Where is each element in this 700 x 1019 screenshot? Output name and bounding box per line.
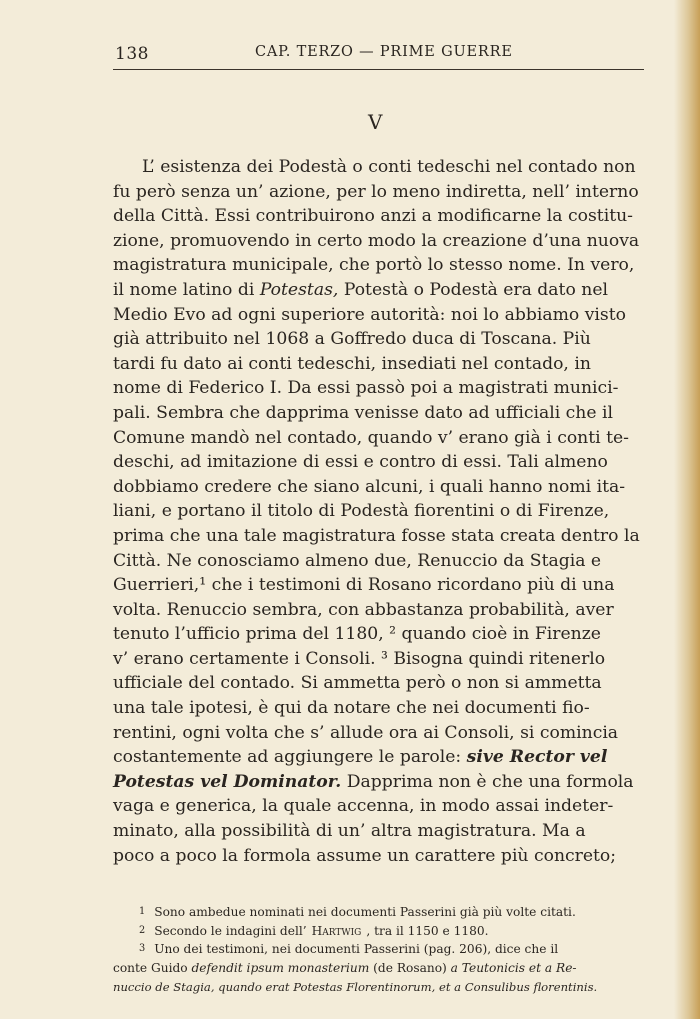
text-line: il nome latino di Potestas, Potestà o Podestà era dato nel — [113, 278, 644, 303]
italic-term: Potestas, — [259, 279, 339, 300]
section-numeral: V — [368, 110, 383, 134]
author-name: Hartwig — [311, 923, 362, 938]
footnote-1: 1 Sono ambedue nominati nei documenti Passerini già più volte citati. — [113, 903, 644, 922]
footnote-3-cont: conte Guido defendit ipsum monasterium (de Rosano) a Teutonicis et a Re- — [113, 961, 577, 976]
text-line: L’ esistenza dei Podestà o conti tedeschi nel contado non — [142, 157, 636, 177]
text-line: nome di Federico I. Da essi passò poi a magistrati munici- — [113, 378, 619, 399]
footnote-2: 2 Secondo le indagini dell’ Hartwig , tra il 1150 e 1180. — [113, 922, 644, 941]
footnote-mark: 3 — [139, 943, 146, 955]
header-rule — [113, 69, 644, 70]
text-line: rentini, ogni volta che s’ allude ora ai Consoli, si comincia — [113, 722, 619, 743]
text-line: deschi, ad imitazione di essi e contro di essi. Tali almeno — [113, 452, 608, 473]
running-title: CAP. TERZO — PRIME GUERRE — [255, 44, 513, 60]
text-line: Medio Evo ad ogni superiore autorità: noi lo abbiamo visto — [113, 304, 626, 325]
text-line: tardi fu dato ai conti tedeschi, insediati nel contado, in — [113, 353, 591, 374]
body-text — [113, 155, 644, 868]
page-edge-shadow — [674, 0, 700, 1019]
text-line: Potestas vel Dominator. Dapprima non è che una formola — [113, 770, 644, 795]
text-line: pali. Sembra che dapprima venisse dato ad ufficiali che il — [113, 402, 613, 423]
text-line: fu però senza un’ azione, per lo meno indiretta, nell’ interno — [113, 181, 639, 202]
text-line: dobbiamo credere che siano alcuni, i quali hanno nomi ita- — [113, 476, 626, 497]
text-line: zione, promuovendo in certo modo la creazione d’una nuova — [113, 230, 640, 251]
text-line: minato, alla possibilità di un’ altra magistratura. Ma a — [113, 821, 586, 842]
italic-quote: Potestas vel Dominator. — [113, 771, 342, 792]
italic-quote: sive Rector vel — [466, 747, 608, 768]
text-line: volta. Renuccio sembra, con abbastanza probabilità, aver — [113, 599, 614, 620]
footnote-3-cont: nuccio de Stagia, quando erat Potestas Florentinorum, et a Consulibus florentinis. — [113, 979, 598, 994]
footnotes — [113, 903, 644, 997]
text-line: tenuto l’ufficio prima del 1180, ² quando cioè in Firenze — [113, 624, 601, 645]
footnote-mark: 1 — [139, 906, 146, 917]
text-line: poco a poco la formola assume un carattere più concreto; — [113, 845, 617, 866]
text-line: prima che una tale magistratura fosse stata creata dentro la — [113, 525, 640, 546]
page-number: 138 — [115, 44, 149, 64]
footnote-mark: 2 — [139, 924, 146, 936]
text-line: Città. Ne conosciamo almeno due, Renuccio da Stagia e — [113, 550, 602, 571]
text-line: v’ erano certamente i Consoli. ³ Bisogna quindi ritenerlo — [113, 648, 606, 669]
text-line: ufficiale del contado. Si ammetta però o non si ammetta — [113, 673, 602, 694]
text-line: vaga e generica, la quale accenna, in modo assai indeter- — [113, 796, 614, 817]
text-line: già attribuito nel 1068 a Goffredo duca di Toscana. Più — [113, 329, 591, 350]
text-line: Guerrieri,¹ che i testimoni di Rosano ricordano più di una — [113, 575, 615, 596]
text-line: magistratura municipale, che portò lo stesso nome. In vero, — [113, 255, 635, 276]
footnote-3: 3 Uno dei testimoni, nei documenti Passerini (pag. 206), dice che il — [113, 940, 644, 959]
text-line: Comune mandò nel contado, quando v’ erano già i conti te- — [113, 427, 629, 448]
text-line: una tale ipotesi, è qui da notare che nei documenti fio- — [113, 698, 590, 719]
text-line: costantemente ad aggiungere le parole: sive Rector vel — [113, 745, 644, 770]
text-line: della Città. Essi contribuirono anzi a modificarne la costitu- — [113, 206, 633, 227]
text-line: liani, e portano il titolo di Podestà fiorentini o di Firenze, — [113, 501, 610, 522]
